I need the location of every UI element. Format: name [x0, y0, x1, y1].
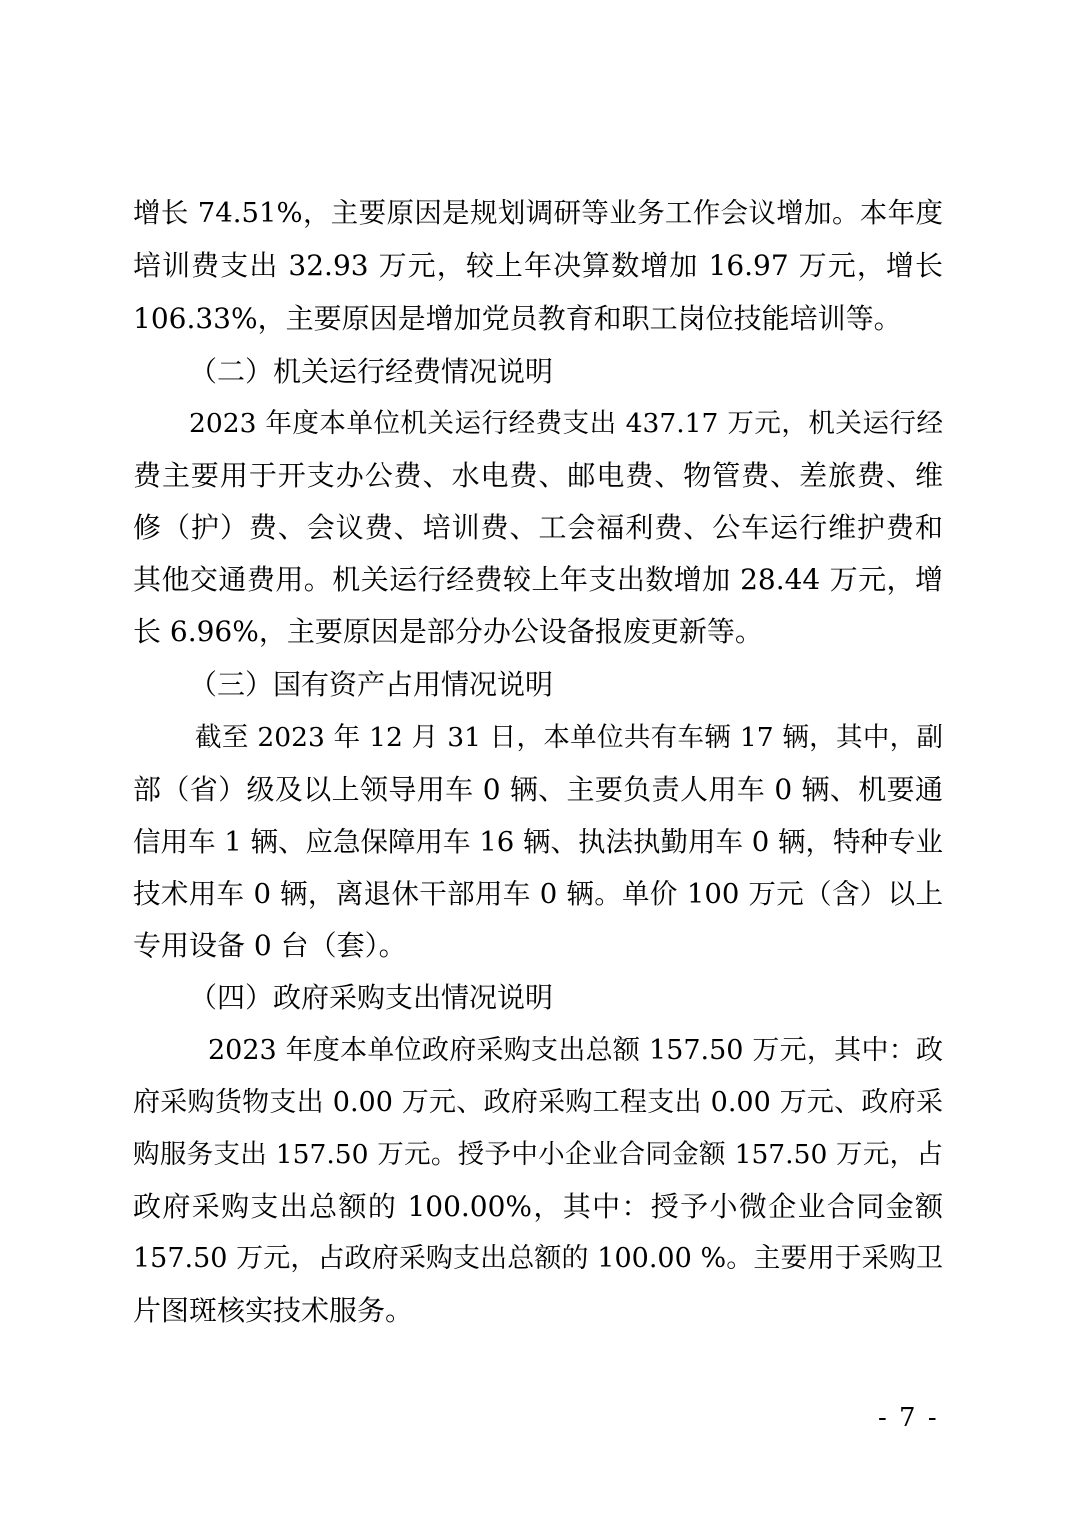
text-line: 购服务支出 157.50 万元。授予中小企业合同金额 157.50 万元，占 [133, 1139, 943, 1170]
text-line: 技术用车 0 辆，离退休干部用车 0 辆。单价 100 万元（含）以上 [133, 878, 943, 910]
text-line: 政府采购支出总额的 100.00%，其中：授予小微企业合同金额 [133, 1190, 943, 1223]
text-line: 其他交通费用。机关运行经费较上年支出数增加 28.44 万元，增 [133, 563, 943, 596]
text-line: 长 6.96%，主要原因是部分办公设备报废更新等。 [133, 615, 763, 648]
text-line: 部（省）级及以上领导用车 0 辆、主要负责人用车 0 辆、机要通 [133, 773, 943, 806]
text-line: 费主要用于开支办公费、水电费、邮电费、物管费、差旅费、维 [133, 459, 943, 492]
text-line: 2023 年度本单位政府采购支出总额 157.50 万元，其中：政 [208, 1035, 943, 1066]
text-line: 信用车 1 辆、应急保障用车 16 辆、执法执勤用车 0 辆，特种专业 [133, 826, 943, 858]
text-line: 2023 年度本单位机关运行经费支出 437.17 万元，机关运行经 [189, 408, 943, 439]
text-line: 片图斑核实技术服务。 [133, 1294, 414, 1327]
text-line: 106.33%，主要原因是增加党员教育和职工岗位技能培训等。 [133, 302, 902, 335]
page-number: - 7 - [878, 1403, 939, 1433]
section-heading-3: （三）国有资产占用情况说明 [189, 668, 554, 701]
section-heading-4: （四）政府采购支出情况说明 [189, 981, 554, 1014]
text-line: 修（护）费、会议费、培训费、工会福利费、公车运行维护费和 [133, 511, 943, 544]
text-line: 专用设备 0 台（套）。 [133, 929, 407, 962]
text-line: 截至 2023 年 12 月 31 日，本单位共有车辆 17 辆，其中，副 [195, 722, 943, 753]
text-line: 157.50 万元，占政府采购支出总额的 100.00 %。主要用于采购卫 [133, 1243, 943, 1274]
text-line: 培训费支出 32.93 万元，较上年决算数增加 16.97 万元，增长 [133, 249, 943, 282]
text-line: 府采购货物支出 0.00 万元、政府采购工程支出 0.00 万元、政府采 [133, 1087, 943, 1118]
section-heading-2: （二）机关运行经费情况说明 [189, 355, 554, 388]
text-line: 增长 74.51%，主要原因是规划调研等业务工作会议增加。本年度 [133, 197, 943, 229]
